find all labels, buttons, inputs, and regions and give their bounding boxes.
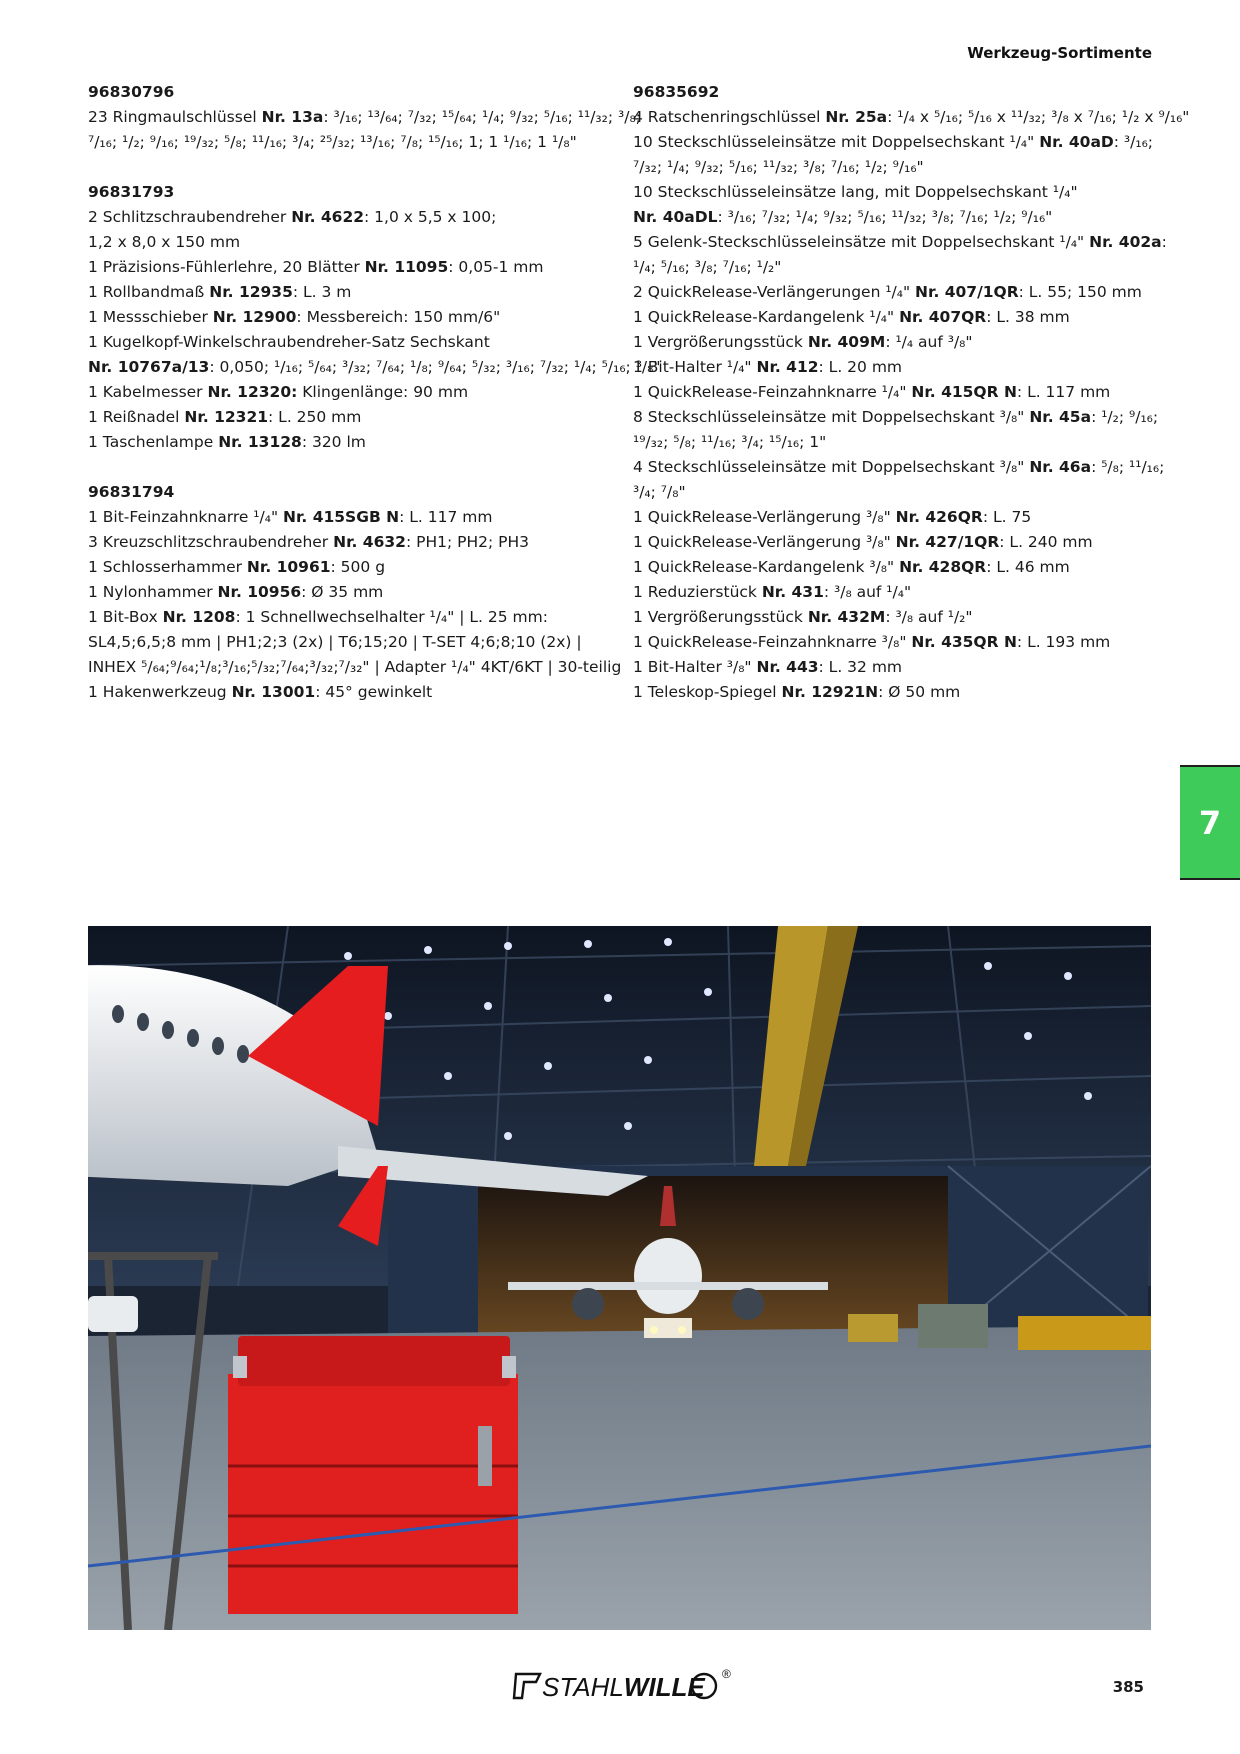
stahlwille-logo	[508, 1664, 748, 1708]
item-text: ⁷/₁₆; ¹/₂; ⁹/₁₆; ¹⁹/₃₂; ⁵/₈; ¹¹/₁₆; ³/₄; ²⁵/₃₂; ¹³/₁₆; ⁷/₈; ¹⁵/₁₆; 1; 1 ¹/₁₆; 1 ¹/₈"	[88, 133, 577, 151]
article-block	[88, 180, 661, 455]
item-text: 1 Bit-Halter ¹/₄"	[633, 358, 757, 376]
content-line	[88, 330, 618, 355]
item-number: Nr. 12321	[184, 408, 269, 426]
item-text: 3 Kreuzschlitzschraubendreher	[88, 533, 334, 551]
content-line	[88, 430, 618, 455]
item-number: Nr. 426QR	[895, 508, 983, 526]
item-number: Nr. 12320:	[207, 383, 298, 401]
item-text: : ³/₁₆; ⁷/₃₂; ¹/₄; ⁹/₃₂; ⁵/₁₆; ¹¹/₃₂; ³/₈; ⁷/₁₆; ¹/₂; ⁹/₁₆"	[717, 208, 1053, 226]
item-text: : L. 117 mm	[1016, 383, 1111, 401]
item-number: Nr. 12900	[212, 308, 297, 326]
item-text: 4 Ratschenringschlüssel	[633, 108, 826, 126]
content-line	[633, 155, 1178, 180]
item-text: : ³/₈ auf ¹/₂"	[885, 608, 973, 626]
item-text: Klingenlänge: 90 mm	[297, 383, 469, 401]
content-line	[88, 405, 618, 430]
item-number: Nr. 4632	[333, 533, 406, 551]
item-number: Nr. 409M	[807, 333, 886, 351]
item-number: Nr. 432M	[807, 608, 886, 626]
item-text: : ³/₁₆; ¹³/₆₄; ⁷/₃₂; ¹⁵/₆₄; ¹/₄; ⁹/₃₂; ⁵/₁₆; ¹¹/₃₂; ³/₈;	[323, 108, 641, 126]
item-text: 1 Vergrößerungsstück	[633, 608, 808, 626]
item-text: 1 Rollbandmaß	[88, 283, 210, 301]
item-text: : Messbereich: 150 mm/6"	[296, 308, 501, 326]
item-text: : L. 240 mm	[999, 533, 1093, 551]
item-text: 5 Gelenk-Steckschlüsseleinsätze mit Doppelsechskant ¹/₄"	[633, 233, 1090, 251]
article-block	[88, 80, 641, 155]
item-text: 1 QuickRelease-Feinzahnknarre ³/₈"	[633, 633, 912, 651]
content-line	[633, 430, 1178, 455]
item-text: 1 Bit-Feinzahnknarre ¹/₄"	[88, 508, 284, 526]
item-text: : ⁵/₈; ¹¹/₁₆;	[1091, 458, 1165, 476]
item-text: ³/₄; ⁷/₈"	[633, 483, 686, 501]
item-number: Nr. 10767a/13	[88, 358, 210, 376]
content-line	[633, 605, 1178, 630]
chapter-number: 7	[1198, 803, 1222, 842]
item-text: : L. 32 mm	[818, 658, 903, 676]
content-line	[88, 305, 618, 330]
item-text: 8 Steckschlüsseleinsätze mit Doppelsechskant ³/₈"	[633, 408, 1030, 426]
item-text: : 320 lm	[301, 433, 366, 451]
item-text: : L. 3 m	[292, 283, 352, 301]
item-text: INHEX ⁵/₆₄;⁹/₆₄;¹/₈;³/₁₆;⁵/₃₂;⁷/₆₄;³/₃₂;⁷/₃₂" | Adapter ¹/₄" 4KT/6KT | 30-teilig	[88, 658, 622, 676]
item-text: 1 Taschenlampe	[88, 433, 219, 451]
item-text: : 0,05-1 mm	[448, 258, 544, 276]
item-text: 1 Hakenwerkzeug	[88, 683, 232, 701]
item-text: 1 Nylonhammer	[88, 583, 218, 601]
item-number: Nr. 415SGB N	[283, 508, 400, 526]
item-text: ⁷/₃₂; ¹/₄; ⁹/₃₂; ⁵/₁₆; ¹¹/₃₂; ³/₈; ⁷/₁₆; ¹/₂; ⁹/₁₆"	[633, 158, 924, 176]
item-number: Nr. 13001	[231, 683, 316, 701]
item-text: ¹⁹/₃₂; ⁵/₈; ¹¹/₁₆; ³/₄; ¹⁵/₁₆; 1"	[633, 433, 827, 451]
content-line	[633, 680, 1178, 705]
article-number: 96835692	[633, 83, 720, 101]
item-text: SL4,5;6,5;8 mm | PH1;2;3 (2x) | T6;15;20 | T-SET 4;6;8;10 (2x) |	[88, 633, 582, 651]
item-text: 23 Ringmaulschlüssel	[88, 108, 262, 126]
item-number: Nr. 4622	[291, 208, 365, 226]
item-text: 10 Steckschlüsseleinsätze mit Doppelsechskant ¹/₄"	[633, 133, 1040, 151]
item-text: 1 Messschieber	[88, 308, 213, 326]
item-text: 1 Reduzierstück	[633, 583, 762, 601]
content-line	[88, 255, 618, 280]
content-line	[88, 580, 618, 605]
item-number: Nr. 407QR	[899, 308, 987, 326]
content-line	[633, 280, 1178, 305]
item-text: 1,2 x 8,0 x 150 mm	[88, 233, 241, 251]
content-line	[633, 555, 1178, 580]
item-text: 1 QuickRelease-Feinzahnknarre ¹/₄"	[633, 383, 912, 401]
item-number: Nr. 40aDL	[633, 208, 718, 226]
content-line	[633, 405, 1178, 430]
content-line	[633, 255, 1178, 280]
content-line	[633, 655, 1178, 680]
item-text: : Ø 50 mm	[878, 683, 961, 701]
item-text: : PH1; PH2; PH3	[405, 533, 529, 551]
item-text: 1 Vergrößerungsstück	[633, 333, 808, 351]
item-text: 10 Steckschlüsseleinsätze lang, mit Doppelsechskant ¹/₄"	[633, 183, 1078, 201]
item-text: : L. 55; 150 mm	[1018, 283, 1142, 301]
item-text: : ³/₈ auf ¹/₄"	[823, 583, 912, 601]
item-number: Nr. 435QR N	[911, 633, 1017, 651]
content-line	[633, 630, 1178, 655]
svg-text:STAHLWILLE	[542, 1672, 705, 1702]
brand-name-stahl: STAHL	[542, 1672, 624, 1702]
content-line	[88, 505, 618, 530]
item-text: : ¹/₂; ⁹/₁₆;	[1091, 408, 1159, 426]
hangar-illustration	[88, 926, 1151, 1630]
item-text: : L. 46 mm	[986, 558, 1070, 576]
item-text: 2 QuickRelease-Verlängerungen ¹/₄"	[633, 283, 916, 301]
item-text: 1 Bit-Box	[88, 608, 163, 626]
content-line	[633, 305, 1178, 330]
content-line	[88, 230, 618, 255]
hangar-photo	[88, 926, 1151, 1630]
content-line	[88, 105, 641, 130]
item-number: Nr. 12921N	[781, 683, 879, 701]
chapter-tab[interactable]	[1180, 765, 1240, 880]
content-line	[633, 530, 1178, 555]
item-text: : 0,050; ¹/₁₆; ⁵/₆₄; ³/₃₂; ⁷/₆₄; ¹/₈; ⁹/₆₄; ⁵/₃₂; ³/₁₆; ⁷/₃₂; ¹/₄; ⁵/₁₆; ³/₈"	[209, 358, 661, 376]
item-number: Nr. 443	[756, 658, 819, 676]
item-text: 1 Kabelmesser	[88, 383, 208, 401]
item-text: : L. 38 mm	[986, 308, 1070, 326]
content-line	[633, 505, 1178, 530]
content-line	[88, 530, 618, 555]
item-text: : L. 20 mm	[818, 358, 903, 376]
article-number: 96831794	[88, 483, 175, 501]
item-number: Nr. 10956	[217, 583, 302, 601]
item-number: Nr. 40aD	[1039, 133, 1114, 151]
content-line	[88, 380, 618, 405]
content-line	[633, 205, 1178, 230]
item-text: : 500 g	[330, 558, 386, 576]
item-text: : 45° gewinkelt	[315, 683, 433, 701]
item-number: Nr. 407/1QR	[915, 283, 1019, 301]
item-text: 1 QuickRelease-Kardangelenk ¹/₄"	[633, 308, 900, 326]
item-text: 1 Teleskop-Spiegel	[633, 683, 782, 701]
item-number: Nr. 25a	[825, 108, 888, 126]
item-text: : L. 193 mm	[1016, 633, 1111, 651]
item-text: : ¹/₄ x ⁵/₁₆; ⁵/₁₆ x ¹¹/₃₂; ³/₈ x ⁷/₁₆; ¹/₂ x ⁹/₁₆"	[887, 108, 1190, 126]
item-text: : L. 250 mm	[268, 408, 362, 426]
item-number: Nr. 428QR	[899, 558, 987, 576]
content-line	[88, 205, 618, 230]
item-text: ¹/₄; ⁵/₁₆; ³/₈; ⁷/₁₆; ¹/₂"	[633, 258, 782, 276]
item-text: 1 Reißnadel	[88, 408, 185, 426]
item-text: : Ø 35 mm	[301, 583, 384, 601]
item-text: : ¹/₄ auf ³/₈"	[885, 333, 973, 351]
content-line	[633, 580, 1178, 605]
content-line	[88, 630, 618, 655]
content-line	[88, 605, 618, 630]
item-text: 1 Kugelkopf-Winkelschraubendreher-Satz Sechskant	[88, 333, 490, 351]
article-number: 96831793	[88, 183, 175, 201]
article-number: 96830796	[88, 83, 175, 101]
right-column	[633, 80, 1190, 730]
item-text: : L. 117 mm	[399, 508, 493, 526]
content-line	[633, 180, 1178, 205]
item-number: Nr. 427/1QR	[895, 533, 1000, 551]
item-text: 1 QuickRelease-Verlängerung ³/₈"	[633, 533, 896, 551]
content-line	[633, 130, 1178, 155]
item-text: :	[1161, 233, 1167, 251]
item-text: 4 Steckschlüsseleinsätze mit Doppelsechskant ³/₈"	[633, 458, 1030, 476]
item-text: 1 Schlosserhammer	[88, 558, 247, 576]
item-number: Nr. 402a	[1089, 233, 1162, 251]
content-line	[633, 455, 1178, 480]
registered-mark: ®	[722, 1667, 731, 1681]
item-number: Nr. 46a	[1029, 458, 1092, 476]
item-number: Nr. 431	[761, 583, 824, 601]
content-line	[633, 330, 1178, 355]
content-line	[88, 655, 622, 680]
content-line	[633, 380, 1178, 405]
item-number: Nr. 415QR N	[911, 383, 1017, 401]
section-title: Werkzeug-Sortimente	[967, 44, 1152, 62]
item-text: : 1,0 x 5,5 x 100;	[364, 208, 497, 226]
item-number: Nr. 45a	[1029, 408, 1092, 426]
item-text: 2 Schlitzschraubendreher	[88, 208, 292, 226]
red-toolbox	[228, 1336, 518, 1614]
content-line	[633, 105, 1190, 130]
item-text: : 1 Schnellwechselhalter ¹/₄" | L. 25 mm:	[235, 608, 548, 626]
item-number: Nr. 13128	[218, 433, 302, 451]
item-number: Nr. 1208	[162, 608, 236, 626]
content-line	[633, 355, 1178, 380]
content-line	[88, 130, 618, 155]
content-line	[88, 680, 618, 705]
content-line	[88, 280, 618, 305]
item-text: : L. 75	[982, 508, 1032, 526]
content-line	[633, 480, 1178, 505]
item-number: Nr. 12935	[209, 283, 293, 301]
article-block	[88, 480, 622, 705]
item-text: : ³/₁₆;	[1113, 133, 1154, 151]
content-line	[633, 230, 1178, 255]
item-number: Nr. 11095	[364, 258, 449, 276]
article-block	[633, 80, 1190, 705]
item-number: Nr. 13a	[261, 108, 324, 126]
brand-name-wille: WILLE	[623, 1672, 705, 1702]
page-number: 385	[1112, 1678, 1144, 1696]
item-text: 1 QuickRelease-Verlängerung ³/₈"	[633, 508, 896, 526]
content-line	[88, 555, 618, 580]
item-number: Nr. 412	[756, 358, 819, 376]
item-number: Nr. 10961	[246, 558, 331, 576]
item-text: 1 QuickRelease-Kardangelenk ³/₈"	[633, 558, 900, 576]
content-line	[88, 355, 661, 380]
item-text: 1 Bit-Halter ³/₈"	[633, 658, 757, 676]
item-text: 1 Präzisions-Fühlerlehre, 20 Blätter	[88, 258, 365, 276]
